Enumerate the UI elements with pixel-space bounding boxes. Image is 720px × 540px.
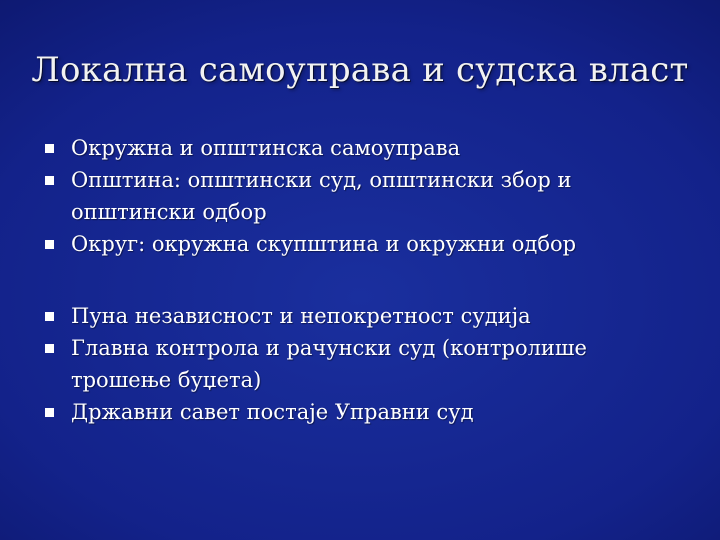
bullet-item	[44, 332, 684, 396]
bullet-text: Општина: општински суд, општински збор и општински одбор	[71, 168, 572, 224]
bullet-item	[44, 132, 684, 164]
bullet-list	[44, 132, 684, 428]
bullet-item	[44, 228, 684, 260]
bullet-text: Пуна независност и непокретност судија	[71, 304, 531, 328]
bullet-text: Државни савет постаје Управни суд	[71, 400, 474, 424]
bullet-item	[44, 300, 684, 332]
slide-title: Локална самоуправа и судска власт	[31, 50, 689, 90]
square-bullet-icon	[45, 240, 54, 249]
square-bullet-icon	[45, 344, 54, 353]
bullet-item	[44, 396, 684, 428]
square-bullet-icon	[45, 144, 54, 153]
square-bullet-icon	[45, 408, 54, 417]
bullet-text: Главна контрола и рачунски суд (контролише трошење буџета)	[71, 336, 587, 392]
square-bullet-icon	[45, 312, 54, 321]
square-bullet-icon	[45, 176, 54, 185]
bullet-text: Окружна и општинска самоуправа	[71, 136, 461, 160]
bullet-text: Округ: окружна скупштина и окружни одбор	[71, 232, 577, 256]
bullet-item	[44, 164, 684, 228]
